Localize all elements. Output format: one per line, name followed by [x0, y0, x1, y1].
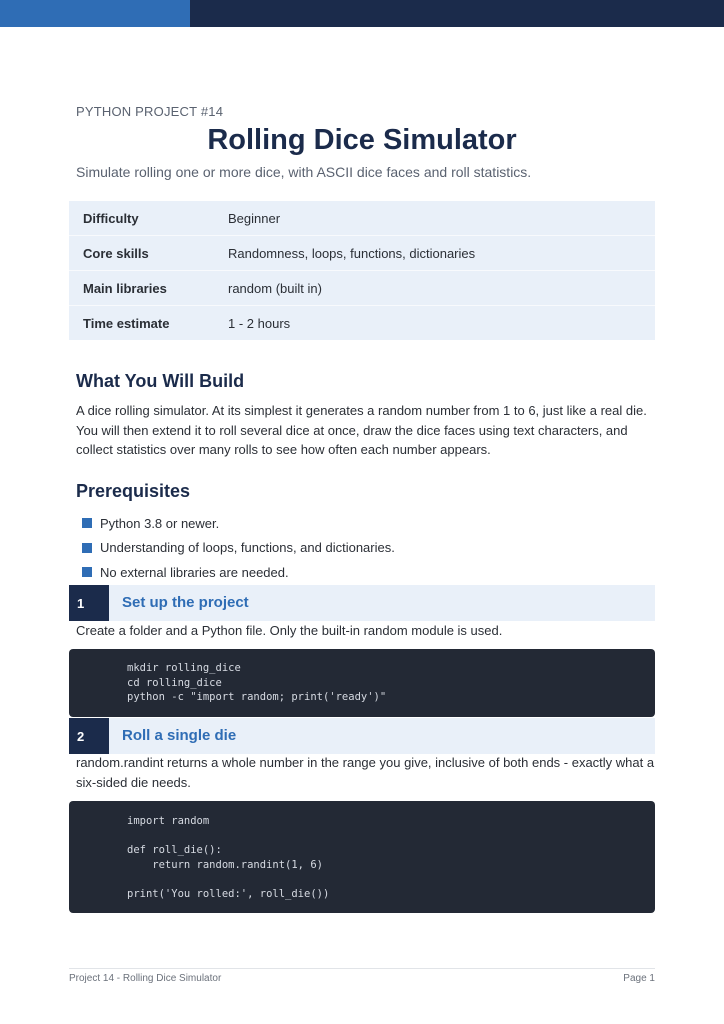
step-title: Set up the project — [122, 594, 249, 611]
build-paragraph: A dice rolling simulator. At its simplest it generates a random number from 1 to 6, just like a real die. You will then extend it to roll several dice at once, draw the dice faces using text characters, and collect statistics over many rolls to see how often each number appears. — [76, 403, 647, 457]
step-description: random.randint returns a whole number in the range you give, inclusive of both ends - exactly what a six-sided die needs. — [76, 755, 655, 790]
info-value: Randomness, loops, functions, dictionaries — [228, 236, 655, 271]
info-label: Main libraries — [69, 271, 228, 306]
step-number: 2 — [69, 718, 109, 754]
page-subtitle: Simulate rolling one or more dice, with ASCII dice faces and roll statistics. — [76, 164, 532, 180]
info-label: Time estimate — [83, 315, 170, 331]
info-value: Beginner — [228, 201, 655, 236]
info-value: random (built in) — [228, 271, 655, 306]
list-item — [82, 536, 395, 561]
page-title: Rolling Dice Simulator — [207, 124, 517, 156]
info-label: Difficulty — [69, 201, 228, 236]
list-item — [82, 511, 395, 536]
project-eyebrow: PYTHON PROJECT #14 — [76, 104, 224, 119]
bullet-square-icon — [82, 543, 92, 553]
info-row — [69, 201, 655, 236]
step-header-2 — [69, 718, 655, 754]
list-item — [82, 560, 395, 585]
list-item-text: Understanding of loops, functions, and dictionaries. — [100, 540, 395, 556]
info-row — [69, 236, 655, 271]
prereq-list — [82, 511, 395, 585]
prereq-heading: Prerequisites — [76, 481, 191, 501]
bullet-square-icon — [82, 518, 92, 528]
code-block — [69, 801, 655, 913]
code-text: import random def roll_die(): return random.randint(1, 6) print('You rolled:', roll_die()) — [127, 815, 330, 900]
footer-divider — [69, 968, 655, 969]
header-band — [190, 0, 724, 27]
footer-page-number: Page 1 — [623, 973, 655, 984]
list-item-text: Python 3.8 or newer. — [100, 515, 220, 531]
build-heading: What You Will Build — [76, 371, 245, 391]
step-number: 1 — [69, 585, 109, 621]
info-value: 1 - 2 hours — [228, 315, 291, 331]
step-header-1 — [69, 585, 655, 621]
info-row — [69, 306, 655, 341]
header-band-accent — [0, 0, 190, 27]
footer-project-label: Project 14 - Rolling Dice Simulator — [69, 973, 222, 984]
info-label: Core skills — [69, 236, 228, 271]
project-info-table — [69, 201, 655, 340]
code-block — [69, 649, 655, 717]
list-item-text: No external libraries are needed. — [100, 564, 289, 580]
info-row — [69, 271, 655, 306]
step-description: Create a folder and a Python file. Only the built-in random module is used. — [76, 623, 503, 638]
code-text: mkdir rolling_dice cd rolling_dice python -c "import random; print('ready')" — [127, 662, 387, 703]
bullet-square-icon — [82, 567, 92, 577]
step-title: Roll a single die — [122, 727, 237, 744]
